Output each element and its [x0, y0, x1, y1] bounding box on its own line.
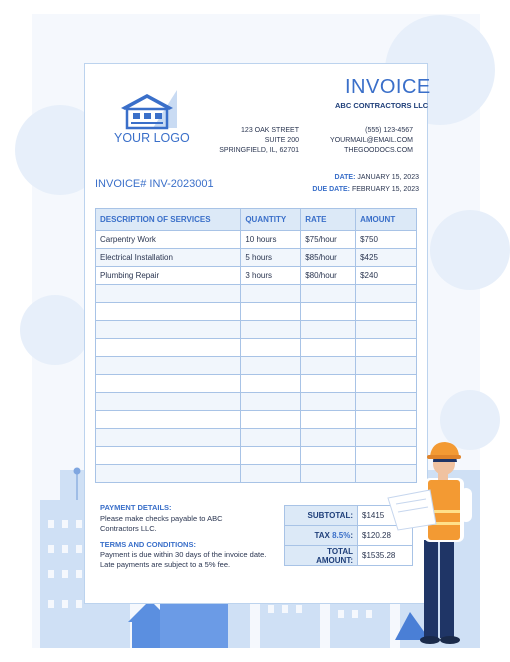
cell-rate: $80/hour	[301, 267, 356, 285]
cell-rate	[301, 411, 356, 429]
cell-rate	[301, 357, 356, 375]
cell-quantity	[241, 375, 301, 393]
cell-quantity: 10 hours	[241, 231, 301, 249]
cell-description	[96, 465, 241, 483]
cell-amount	[356, 339, 417, 357]
table-row	[96, 465, 417, 483]
header-description: DESCRIPTION OF SERVICES	[96, 209, 241, 231]
cell-quantity	[241, 303, 301, 321]
cell-description	[96, 447, 241, 465]
table-row	[96, 267, 417, 285]
cell-rate: $85/hour	[301, 249, 356, 267]
date-label: DATE:	[334, 174, 356, 181]
table-row	[96, 393, 417, 411]
table-row	[96, 411, 417, 429]
tax-label: TAX 8.5%:	[285, 526, 358, 546]
subtotal-value: $1415	[358, 506, 413, 526]
cell-quantity	[241, 285, 301, 303]
table-row	[96, 429, 417, 447]
table-row	[96, 285, 417, 303]
cell-rate	[301, 447, 356, 465]
cell-quantity	[241, 411, 301, 429]
services-table	[95, 208, 417, 483]
total-value: $1535.28	[358, 546, 413, 566]
cell-description	[96, 429, 241, 447]
cell-description: Plumbing Repair	[96, 267, 241, 285]
cell-quantity: 3 hours	[241, 267, 301, 285]
header-rate: RATE	[301, 209, 356, 231]
cell-amount	[356, 321, 417, 339]
table-row	[96, 357, 417, 375]
cell-quantity	[241, 429, 301, 447]
cell-rate	[301, 465, 356, 483]
cell-rate	[301, 375, 356, 393]
table-row	[96, 231, 417, 249]
cell-rate	[301, 285, 356, 303]
address-line: SUITE 200	[264, 137, 299, 144]
header-amount: AMOUNT	[356, 209, 417, 231]
table-row	[96, 321, 417, 339]
cell-amount: $425	[356, 249, 417, 267]
logo-text: YOUR LOGO	[114, 131, 190, 145]
tax-percent: 8.5%	[332, 531, 351, 540]
payment-text: Please make checks payable to ABC Contractors LLC.	[100, 514, 223, 533]
table-row	[96, 303, 417, 321]
address-line: SPRINGFIELD, IL, 62701	[219, 147, 299, 154]
cell-rate	[301, 429, 356, 447]
total-label: TOTAL AMOUNT:	[285, 546, 358, 566]
cell-amount	[356, 411, 417, 429]
cell-description	[96, 321, 241, 339]
cell-amount: $240	[356, 267, 417, 285]
cell-description	[96, 303, 241, 321]
due-date-label: DUE DATE:	[312, 186, 350, 193]
table-row	[96, 339, 417, 357]
invoice-dates	[312, 172, 419, 196]
website: THEGOODOCS.COM	[344, 147, 413, 154]
cell-description	[96, 357, 241, 375]
cell-rate	[301, 339, 356, 357]
cell-quantity	[241, 321, 301, 339]
company-contact	[330, 126, 413, 156]
cell-amount	[356, 303, 417, 321]
table-row	[96, 447, 417, 465]
cell-amount	[356, 285, 417, 303]
house-logo-icon	[117, 88, 179, 132]
tax-value: $120.28	[358, 526, 413, 546]
address-line: 123 OAK STREET	[241, 127, 299, 134]
subtotal-label: SUBTOTAL:	[285, 506, 358, 526]
cell-amount	[356, 375, 417, 393]
cell-quantity	[241, 447, 301, 465]
cell-description	[96, 339, 241, 357]
cell-description: Carpentry Work	[96, 231, 241, 249]
cell-description: Electrical Installation	[96, 249, 241, 267]
cell-rate: $75/hour	[301, 231, 356, 249]
cell-amount	[356, 393, 417, 411]
header-quantity: QUANTITY	[241, 209, 301, 231]
email-address: YOURMAIL@EMAIL.COM	[330, 137, 413, 144]
date-value: JANUARY 15, 2023	[357, 174, 419, 181]
cell-description	[96, 411, 241, 429]
invoice-number: INVOICE# INV-2023001	[95, 178, 214, 190]
terms-text: Payment is due within 30 days of the invoice date. Late payments are subject to a 5% fee.	[100, 550, 267, 569]
cell-quantity	[241, 393, 301, 411]
construction-worker-illustration	[380, 440, 480, 650]
table-row	[96, 375, 417, 393]
table-row	[96, 249, 417, 267]
terms-heading: TERMS AND CONDITIONS:	[100, 540, 196, 549]
company-name: ABC CONTRACTORS LLC	[335, 101, 429, 110]
phone-number: (555) 123-4567	[365, 127, 413, 134]
cell-rate	[301, 303, 356, 321]
payment-heading: PAYMENT DETAILS:	[100, 503, 172, 512]
cell-quantity: 5 hours	[241, 249, 301, 267]
cell-rate	[301, 393, 356, 411]
cell-quantity	[241, 357, 301, 375]
cell-quantity	[241, 465, 301, 483]
cell-amount: $750	[356, 231, 417, 249]
company-address	[219, 126, 299, 156]
cell-quantity	[241, 339, 301, 357]
cell-amount	[356, 357, 417, 375]
table-header-row	[96, 209, 417, 231]
cell-description	[96, 393, 241, 411]
invoice-title: INVOICE	[345, 76, 431, 98]
due-date-value: FEBRUARY 15, 2023	[351, 186, 419, 193]
cell-description	[96, 375, 241, 393]
cell-rate	[301, 321, 356, 339]
cell-description	[96, 285, 241, 303]
